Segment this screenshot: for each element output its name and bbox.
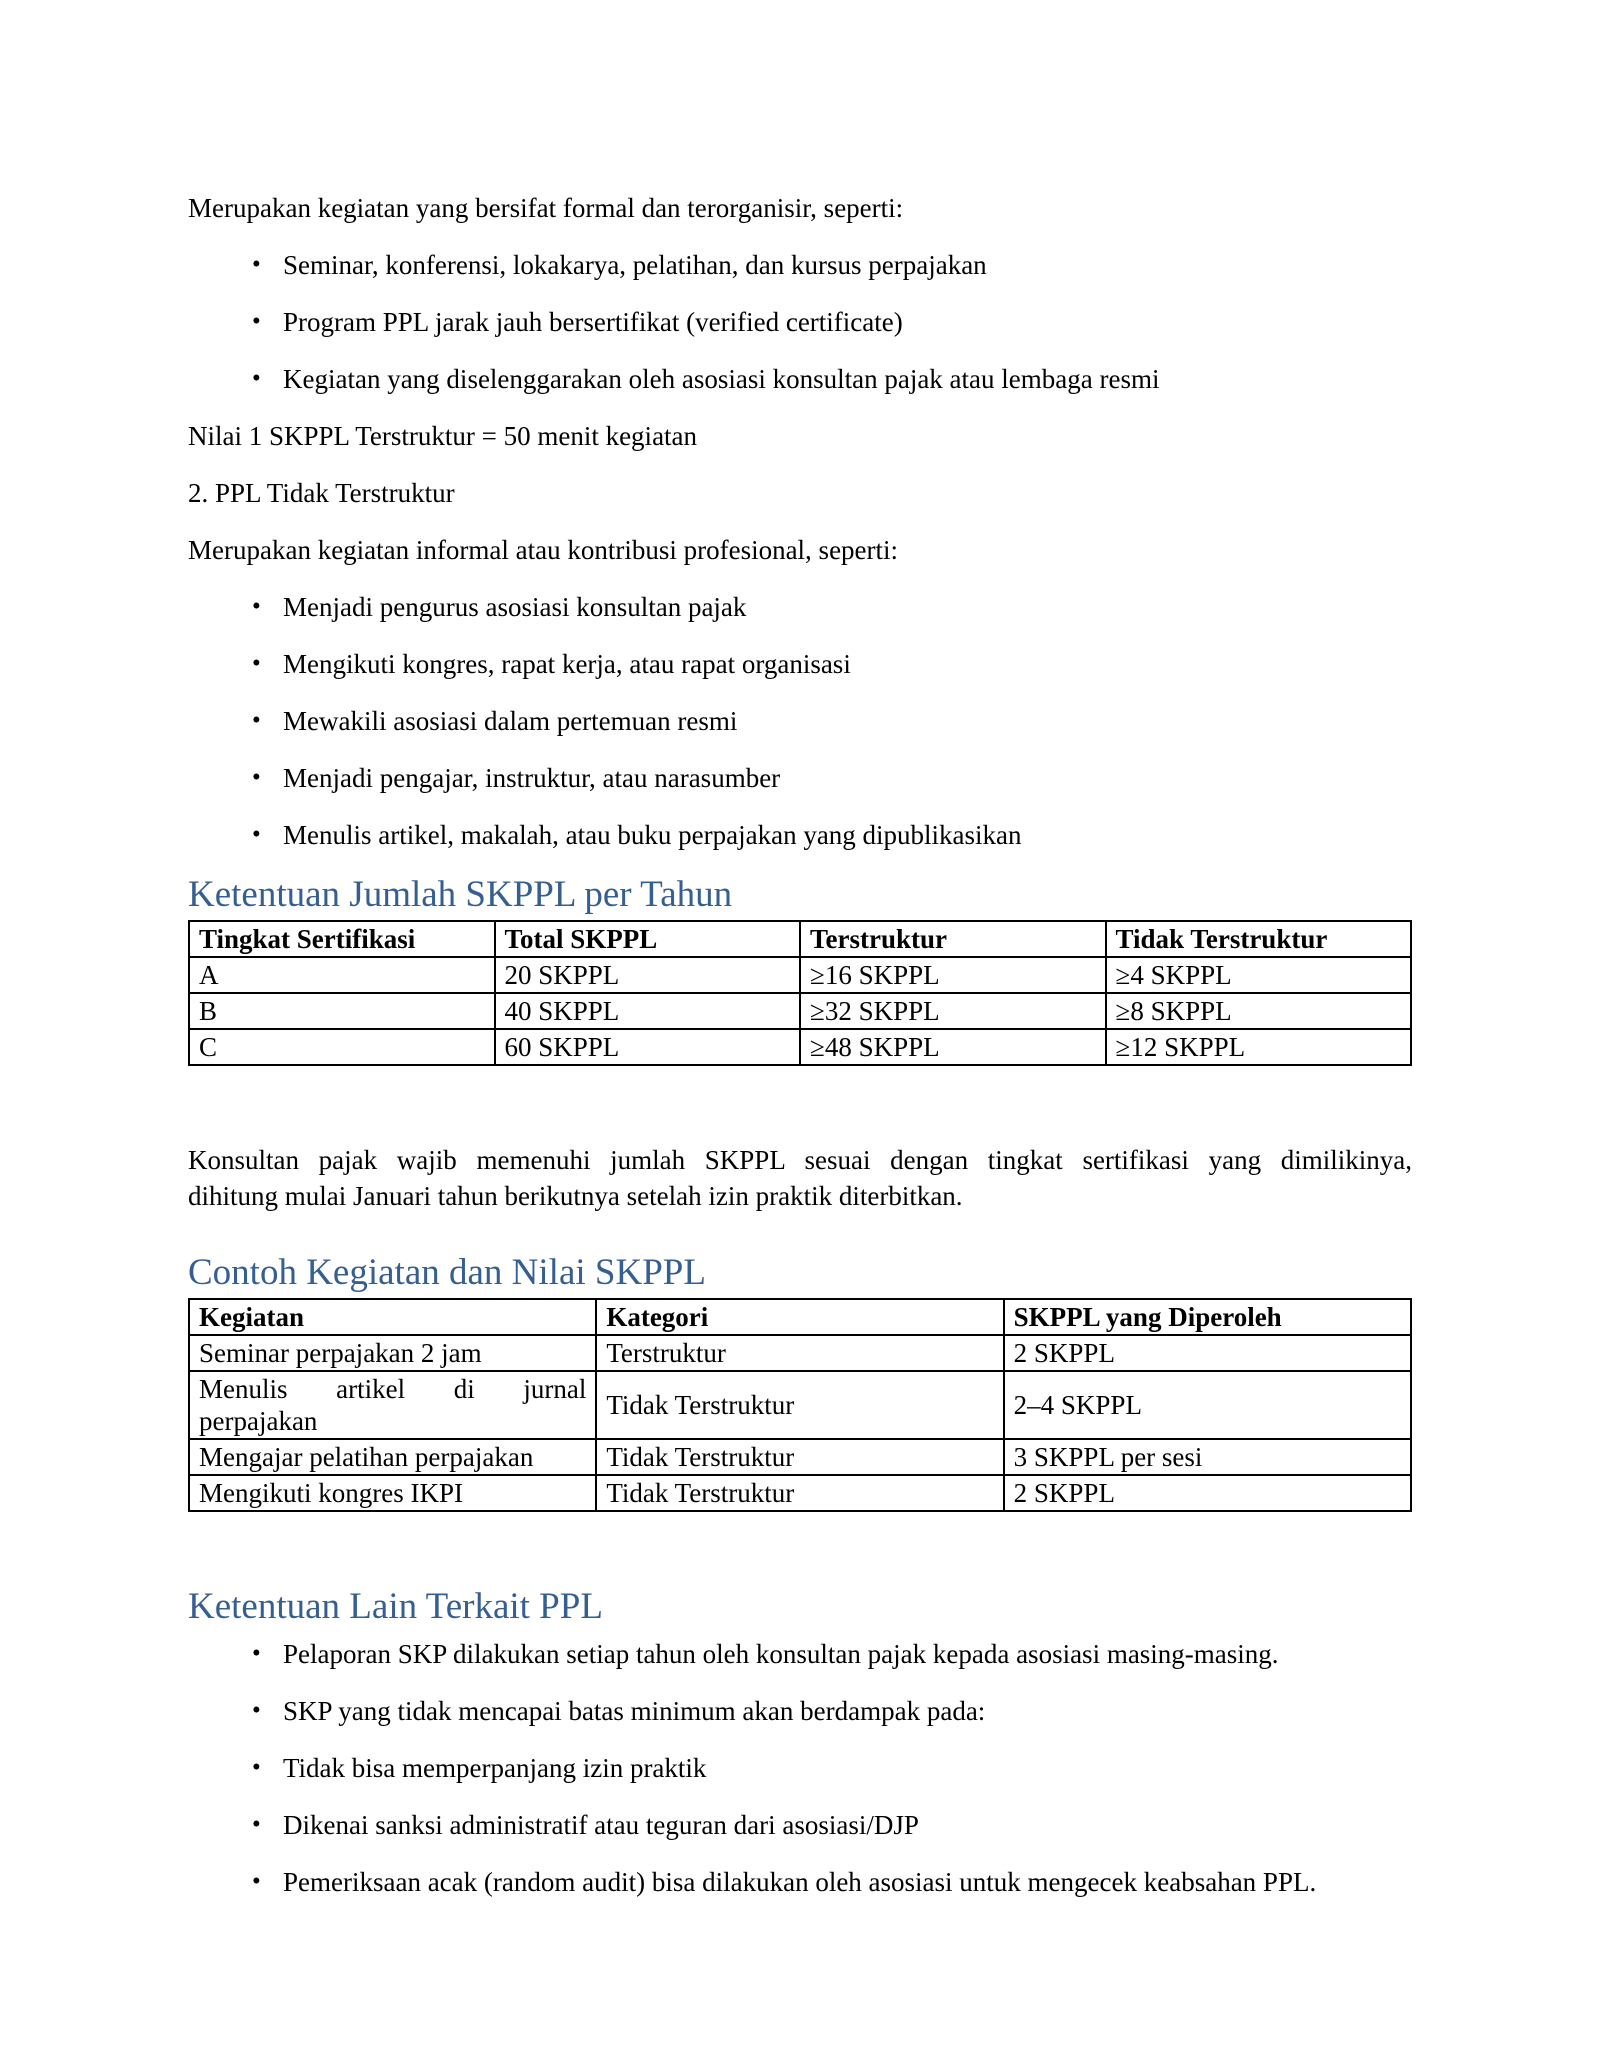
- table-cell: Tidak Terstruktur: [596, 1371, 1003, 1439]
- list-item: [188, 1864, 1412, 1900]
- list-item-text: Menulis artikel, makalah, atau buku perpajakan yang dipublikasikan: [283, 820, 1022, 850]
- paragraph-line: Konsultan pajak wajib memenuhi jumlah SKPPL sesuai dengan tingkat sertifikasi yang dimilikinya,: [188, 1145, 1412, 1175]
- table-cell: ≥4 SKPPL: [1106, 957, 1412, 993]
- table-cell: Seminar perpajakan 2 jam: [189, 1335, 596, 1371]
- table-header-cell: SKPPL yang Diperoleh: [1004, 1299, 1411, 1335]
- list-item-text: Menjadi pengurus asosiasi konsultan pajak: [283, 592, 747, 622]
- heading-contoh-kegiatan: Contoh Kegiatan dan Nilai SKPPL: [188, 1252, 706, 1293]
- table-row: [189, 1475, 1411, 1511]
- table-header-row: [189, 921, 1411, 957]
- table-header-row: [189, 1299, 1411, 1335]
- table-cell: ≥48 SKPPL: [800, 1029, 1106, 1065]
- heading-ketentuan-jumlah-skppl: Ketentuan Jumlah SKPPL per Tahun: [188, 874, 733, 915]
- table-cell: 2 SKPPL: [1004, 1335, 1411, 1371]
- bullet-list-terstruktur: [188, 247, 1412, 397]
- table-cell: ≥32 SKPPL: [800, 993, 1106, 1029]
- list-item: [188, 247, 1412, 283]
- skppl-examples-table: [188, 1298, 1412, 1512]
- bullet-icon: •: [252, 650, 261, 677]
- list-item-text: Dikenai sanksi administratif atau teguran dari asosiasi/DJP: [283, 1810, 919, 1840]
- table-cell: [189, 1371, 596, 1439]
- document-content: [188, 190, 1412, 1900]
- table-cell: Mengikuti kongres IKPI: [189, 1475, 596, 1511]
- list-item: [188, 1807, 1412, 1843]
- table-row: [189, 993, 1411, 1029]
- list-item: [188, 361, 1412, 397]
- list-item: [188, 646, 1412, 682]
- table-row: [189, 957, 1411, 993]
- list-item-text: SKP yang tidak mencapai batas minimum akan berdampak pada:: [283, 1696, 986, 1726]
- list-item-text: Menjadi pengajar, instruktur, atau narasumber: [283, 763, 781, 793]
- list-item: [188, 1693, 1412, 1729]
- list-item-text: Kegiatan yang diselenggarakan oleh asosiasi konsultan pajak atau lembaga resmi: [283, 364, 1160, 394]
- bullet-list-tidak-terstruktur: [188, 589, 1412, 853]
- table-cell: 2 SKPPL: [1004, 1475, 1411, 1511]
- table-cell: ≥12 SKPPL: [1106, 1029, 1412, 1065]
- table-cell: Terstruktur: [596, 1335, 1003, 1371]
- table-cell: 3 SKPPL per sesi: [1004, 1439, 1411, 1475]
- table-cell: C: [189, 1029, 495, 1065]
- table-row: [189, 1371, 1411, 1439]
- table-row: [189, 1335, 1411, 1371]
- list-item: [188, 1636, 1412, 1672]
- list-item: [188, 703, 1412, 739]
- heading-ketentuan-lain: Ketentuan Lain Terkait PPL: [188, 1586, 603, 1627]
- list-item: [188, 1750, 1412, 1786]
- table-header-cell: Tidak Terstruktur: [1106, 921, 1412, 957]
- table-header-cell: Kegiatan: [189, 1299, 596, 1335]
- table-header-cell: Terstruktur: [800, 921, 1106, 957]
- bullet-icon: •: [252, 365, 261, 392]
- list-item-text: Tidak bisa memperpanjang izin praktik: [283, 1753, 707, 1783]
- table-cell: 60 SKPPL: [495, 1029, 801, 1065]
- table-cell-line: perpajakan: [199, 1406, 318, 1436]
- bullet-icon: •: [252, 308, 261, 335]
- table-cell: 40 SKPPL: [495, 993, 801, 1029]
- skppl-quota-table: [188, 920, 1412, 1066]
- table-cell: A: [189, 957, 495, 993]
- bullet-icon: •: [252, 1754, 261, 1781]
- table-cell: 2–4 SKPPL: [1004, 1371, 1411, 1439]
- list-item-text: Pelaporan SKP dilakukan setiap tahun oleh konsultan pajak kepada asosiasi masing-masing.: [283, 1639, 1279, 1669]
- bullet-icon: •: [252, 251, 261, 278]
- table-header-cell: Total SKPPL: [495, 921, 801, 957]
- bullet-icon: •: [252, 1868, 261, 1895]
- table-cell: B: [189, 993, 495, 1029]
- table-cell: Tidak Terstruktur: [596, 1439, 1003, 1475]
- list-item-text: Mengikuti kongres, rapat kerja, atau rapat organisasi: [283, 649, 851, 679]
- list-item-text: Seminar, konferensi, lokakarya, pelatihan, dan kursus perpajakan: [283, 250, 987, 280]
- bullet-icon: •: [252, 764, 261, 791]
- list-item-text: Program PPL jarak jauh bersertifikat (verified certificate): [283, 307, 903, 337]
- nilai-skppl-line: Nilai 1 SKPPL Terstruktur = 50 menit kegiatan: [188, 421, 698, 451]
- intro-paragraph-tidak-terstruktur: Merupakan kegiatan informal atau kontribusi profesional, seperti:: [188, 535, 899, 565]
- table-row: [189, 1029, 1411, 1065]
- section-title-ppl-tidak-terstruktur: 2. PPL Tidak Terstruktur: [188, 478, 455, 508]
- paragraph-line: dihitung mulai Januari tahun berikutnya setelah izin praktik diterbitkan.: [188, 1181, 963, 1211]
- list-item: [188, 304, 1412, 340]
- table-cell: Tidak Terstruktur: [596, 1475, 1003, 1511]
- bullet-icon: •: [252, 821, 261, 848]
- table-row: [189, 1439, 1411, 1475]
- list-item: [188, 817, 1412, 853]
- list-item-text: Mewakili asosiasi dalam pertemuan resmi: [283, 706, 738, 736]
- table-cell: 20 SKPPL: [495, 957, 801, 993]
- bullet-list-ketentuan-lain: [188, 1636, 1412, 1900]
- list-item-text: Pemeriksaan acak (random audit) bisa dilakukan oleh asosiasi untuk mengecek keabsahan PPL.: [283, 1867, 1317, 1897]
- bullet-icon: •: [252, 1640, 261, 1667]
- table-header-cell: Tingkat Sertifikasi: [189, 921, 495, 957]
- paragraph-kewajiban-konsultan: [188, 1142, 1412, 1214]
- table-cell-line: Menulis artikel di jurnal: [199, 1374, 587, 1404]
- intro-paragraph-terstruktur: Merupakan kegiatan yang bersifat formal dan terorganisir, seperti:: [188, 193, 904, 223]
- bullet-icon: •: [252, 593, 261, 620]
- bullet-icon: •: [252, 1697, 261, 1724]
- table-header-cell: Kategori: [596, 1299, 1003, 1335]
- bullet-icon: •: [252, 707, 261, 734]
- table-cell: ≥16 SKPPL: [800, 957, 1106, 993]
- bullet-icon: •: [252, 1811, 261, 1838]
- list-item: [188, 760, 1412, 796]
- list-item: [188, 589, 1412, 625]
- table-cell: ≥8 SKPPL: [1106, 993, 1412, 1029]
- table-cell: Mengajar pelatihan perpajakan: [189, 1439, 596, 1475]
